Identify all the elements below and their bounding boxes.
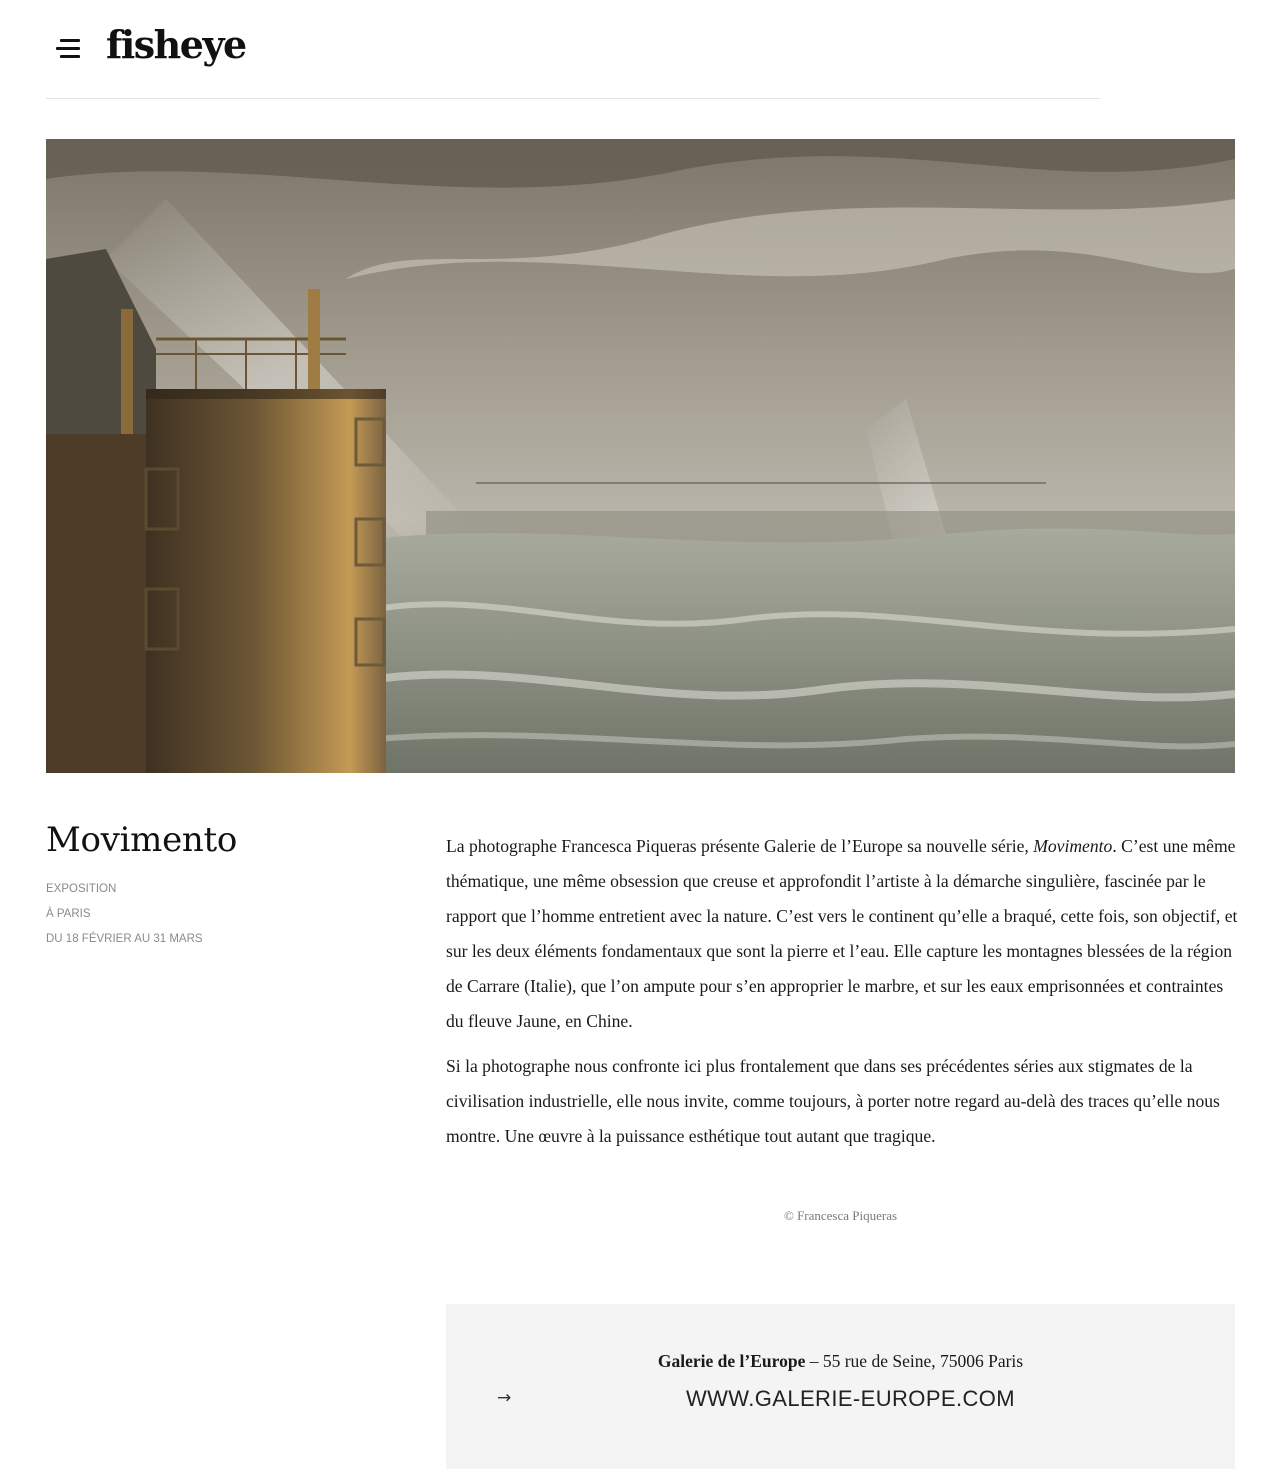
p1-before: La photographe Francesca Piqueras présente Galerie de l’Europe sa nouvelle série	[446, 836, 1025, 856]
hero-photo	[46, 139, 1235, 773]
p1-after: . C’est une même thématique, une même obsession que creuse et approfondit l’artiste à la démarche singulière, fascinée par le rapport que l’homme entretient avec la nature. C’est vers le continent qu’elle a braqué, cette fois, son objectif, et sur les deux éléments fondamentaux que sont la pierre et l’eau. Elle capture les montagnes blessées de la région de Carrare (Italie), que l’on ampute pour s’en approprier le marbre, et sur les eaux emprisonnées et contraintes du fleuve Jaune, en Chine.	[446, 836, 1238, 1031]
hamburger-menu-icon[interactable]	[56, 37, 82, 61]
site-header	[0, 0, 1263, 99]
site-logo[interactable]: fisheye	[106, 22, 246, 67]
gallery-address	[446, 1351, 1235, 1372]
gallery-website-link[interactable]: WWW.GALERIE-EUROPE.COM	[685, 1386, 1016, 1411]
gallery-info-box	[446, 1304, 1235, 1469]
gallery-name: Galerie de l’Europe	[657, 1351, 806, 1371]
meta-location: À PARIS	[46, 908, 91, 920]
series-title: , Movimento	[1024, 836, 1113, 856]
article-body	[446, 829, 1241, 1164]
photo-credit: © Francesca Piqueras	[783, 1208, 898, 1223]
gallery-street: – 55 rue de Seine, 75006 Paris	[805, 1351, 1024, 1371]
meta-category: EXPOSITION	[46, 883, 117, 895]
article-meta	[46, 882, 203, 957]
article-paragraph	[446, 829, 1241, 1039]
header-divider	[46, 98, 1100, 99]
article-paragraph: Si la photographe nous confronte ici plus frontalement que dans ses précédentes séries aux stigmates de la civilisation industrielle, elle nous invite, comme toujours, à porter notre regard au-delà des traces qu’elle nous montre. Une œuvre à la puissance esthétique tout autant que tragique.	[446, 1056, 1220, 1146]
meta-dates: DU 18 FÉVRIER AU 31 MARS	[46, 933, 203, 945]
article-title: Movimento	[46, 820, 238, 860]
arrow-right-icon[interactable]: →	[497, 1388, 512, 1408]
